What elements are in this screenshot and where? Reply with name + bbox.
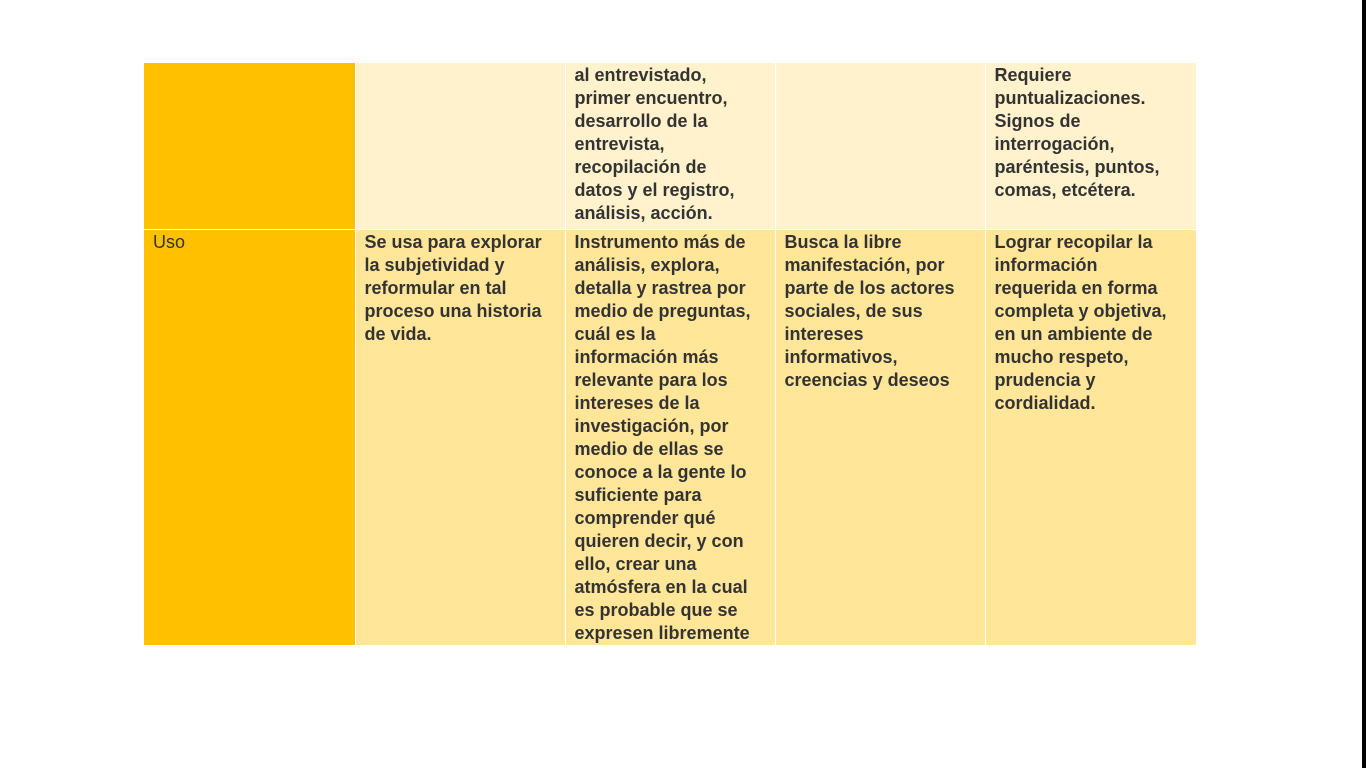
row-label-uso: Uso — [153, 231, 186, 252]
table-cell: Lograr recopilar la información requerida en forma completa y objetiva, en un ambiente de mucho respeto, prudencia y cordialidad. — [985, 229, 1196, 645]
table-row — [144, 229, 1196, 645]
comparison-table — [144, 63, 1197, 646]
table-cell: Se usa para explorar la subjetividad y reformular en tal proceso una historia de vida. — [355, 229, 565, 645]
row-label-cell — [144, 63, 355, 229]
table-cell — [775, 63, 985, 229]
table-row — [144, 63, 1196, 229]
table-cell: Requiere puntualizaciones. Signos de interrogación, paréntesis, puntos, comas, etcétera. — [985, 63, 1196, 229]
window-edge — [1362, 0, 1366, 768]
row-label-cell — [144, 229, 355, 645]
table-cell: Busca la libre manifestación, por parte de los actores sociales, de sus intereses informativos, creencias y deseos — [775, 229, 985, 645]
table-cell: Instrumento más de análisis, explora, detalla y rastrea por medio de preguntas, cuál es la información más relevante para los intereses de la investigación, por medio de ellas se conoce a la gente lo suficiente para comprender qué quieren decir, y con ello, crear una atmósfera en la cual es probable que se expresen libremente — [565, 229, 775, 645]
table-cell — [355, 63, 565, 229]
table-cell: al entrevistado, primer encuentro, desarrollo de la entrevista, recopilación de datos y el registro, análisis, acción. — [565, 63, 775, 229]
